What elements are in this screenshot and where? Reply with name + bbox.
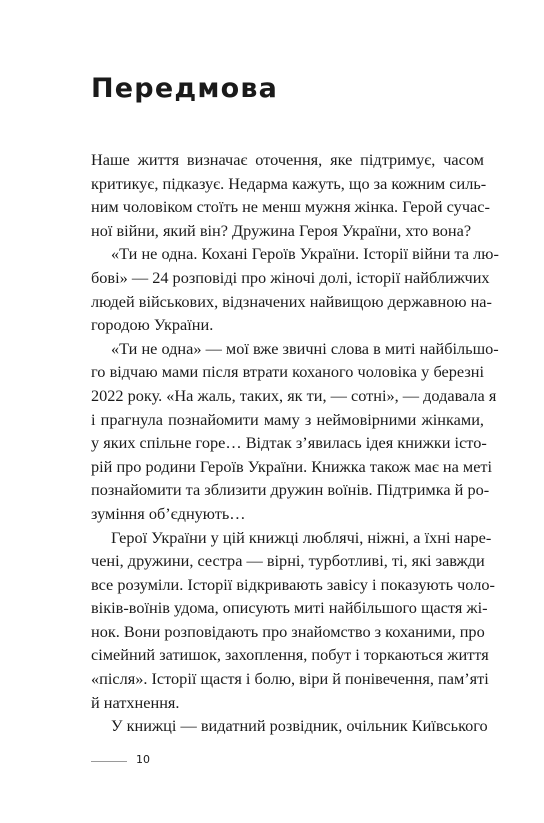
text-line: У книжці — видатний розвідник, очільник Київського [111,716,488,736]
text-line: 2022 року. «На жаль, таких, як ти, — сотні», — додавала я [91,385,497,405]
text-line: сімейний затишок, захоплення, побут і торкаються життя [91,645,489,665]
text-line: зуміння об’єднують… [91,503,246,523]
footer-rule [91,761,127,762]
text-line: Герої України у цій книжці люблячі, ніжні, а їхні наре- [111,527,492,547]
text-line: познайомити та зблизити дружин воїнів. Підтримка й ро- [91,480,490,500]
text-line: у яких спільне горе… Відтак з’явилась ідея книжки істо- [91,433,487,453]
page-number: 10 [136,753,150,766]
text-line: ної війни, який він? Дружина Героя України, хто вона? [91,220,472,240]
chapter-title: Передмова [91,73,279,104]
text-line: «Ти не одна. Кохані Героїв України. Історії війни та лю- [111,244,499,264]
text-line: й натхнення. [91,692,180,712]
text-line: бові» — 24 розповіді про жіночі долі, історії найближчих [91,267,490,287]
text-line: «Ти не одна» — мої вже звичні слова в миті найбільшо- [111,338,499,358]
text-line: нок. Вони розповідають про знайомство з коханими, про [91,621,485,641]
text-line: го відчаю мами після втрати коханого чоловіка у березні [91,362,484,382]
text-line: рій про родини Героїв України. Книжка також має на меті [91,456,493,476]
text-line: людей військових, відзначених найвищою державною на- [91,291,492,311]
text-line: віків-воїнів удома, описують миті найбільшого щастя жі- [91,598,488,618]
text-line: все розуміли. Історії відкривають завісу і показують чоло- [91,574,495,594]
text-line: «після». Історії щастя і болю, віри й понівечення, пам’яті [91,669,489,689]
text-line: і прагнула познайомити маму з неймовірними жінками, [91,409,484,429]
text-line: чені, дружини, сестра — вірні, турботливі, ті, які завжди [91,551,485,571]
text-line: Наше життя визначає оточення, яке підтримує, часом [91,150,484,169]
text-line: городою України. [91,315,214,335]
text-line: критикує, підказує. Недарма кажуть, що за кожним силь- [91,173,487,193]
text-line: ним чоловіком стоїть не менш мужня жінка. Герой сучас- [91,197,490,217]
body-text [91,148,499,738]
